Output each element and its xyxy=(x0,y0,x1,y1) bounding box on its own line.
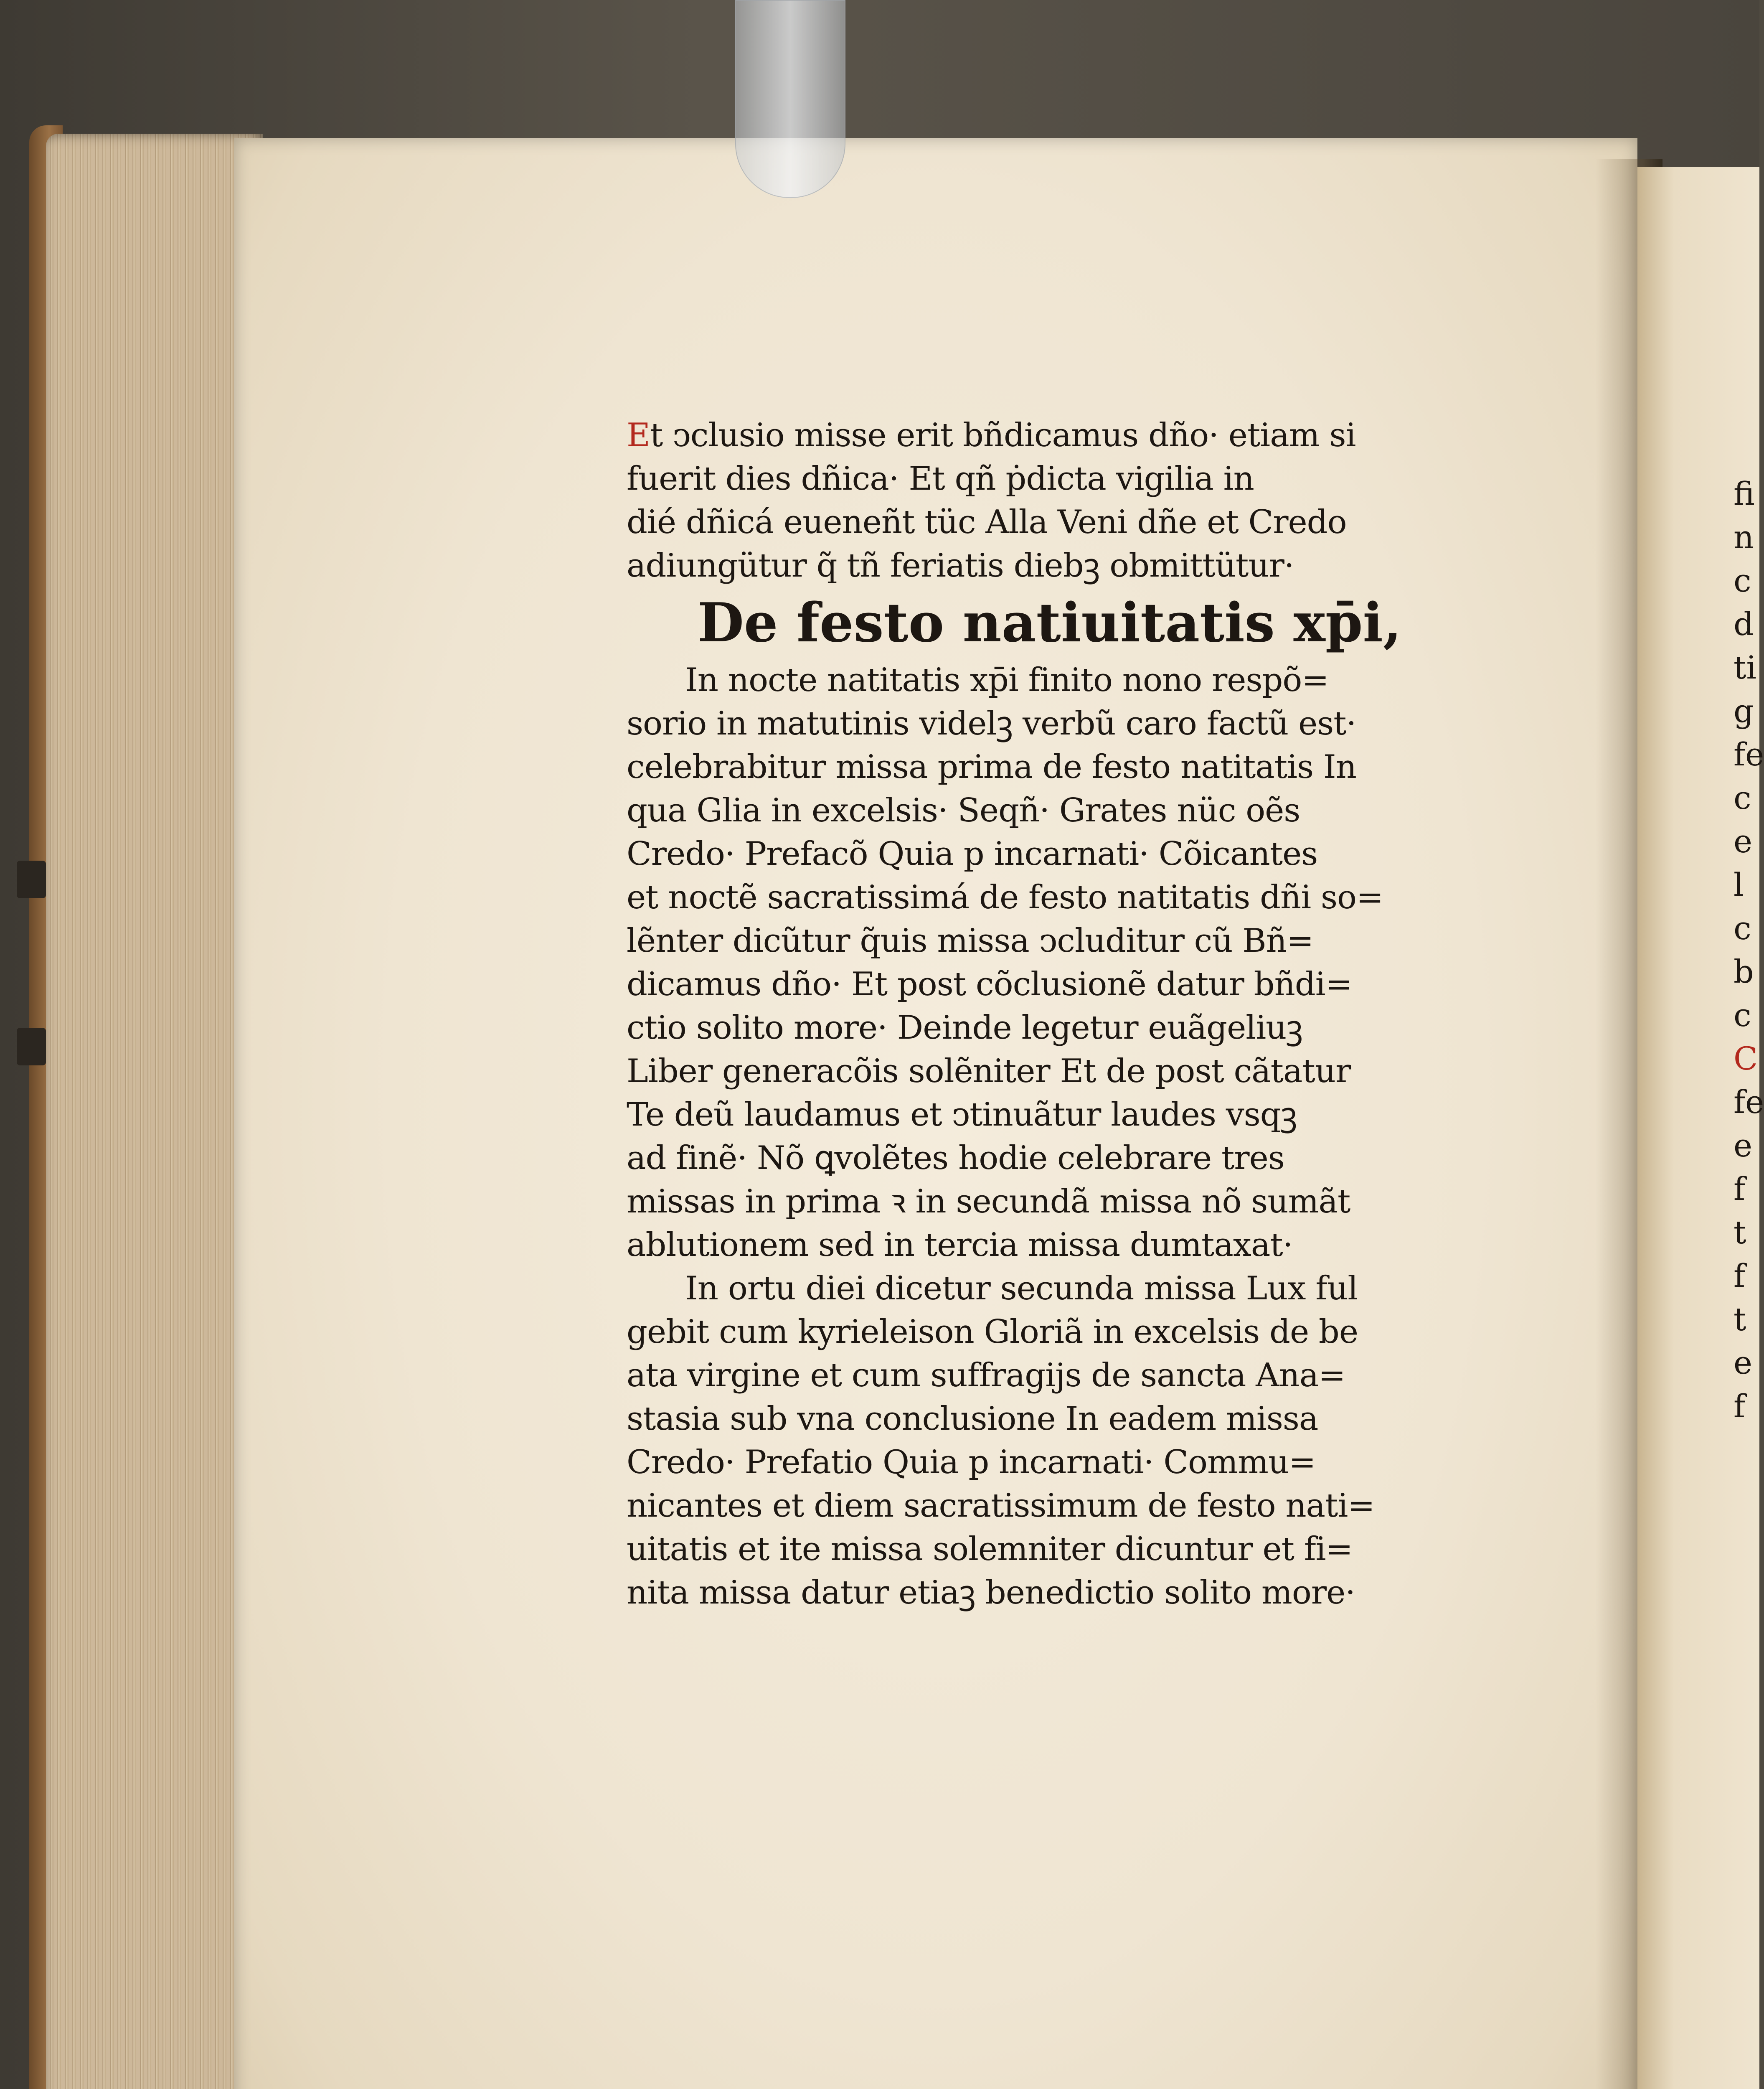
text-line: stasia sub vna conclusione In eadem missa xyxy=(627,1400,1318,1438)
right-page-fragment: t xyxy=(1734,1214,1746,1251)
right-page-fragment: b xyxy=(1734,953,1754,990)
text-line: missas in prima ꝛ in secundã missa nõ sumãt xyxy=(627,1183,1350,1220)
right-page-fragment: f xyxy=(1734,1257,1746,1294)
page-edges xyxy=(46,134,263,2089)
text-line: nita missa datur etiaꝫ benedictio solito more· xyxy=(627,1574,1355,1611)
text-line: In ortu diei dicetur secunda missa Lux ful xyxy=(685,1270,1358,1307)
right-page-fragment: c xyxy=(1734,996,1751,1034)
text-line: qua Glia in excelsis· Seqñ· Grates nüc oẽs xyxy=(627,792,1300,829)
right-page-fragment: e xyxy=(1734,823,1752,860)
text-line: ablutionem sed in tercia missa dumtaxat· xyxy=(627,1226,1293,1264)
text-line: In nocte natitatis xp̄i finito nono respõ= xyxy=(685,661,1329,699)
right-page-fragment: C xyxy=(1734,1040,1758,1077)
text-line: nicantes et diem sacratissimum de festo nati= xyxy=(627,1487,1375,1525)
text-line: Te deũ laudamus et ↄtinuãtur laudes vsqꝫ xyxy=(627,1096,1297,1133)
text-line: et noctẽ sacratissimá de festo natitatis dñi so= xyxy=(627,879,1383,916)
text-line: gebit cum kyrieleison Gloriã in excelsis de be xyxy=(627,1313,1358,1351)
text-line: uitatis et ite missa solemniter dicuntur et fi= xyxy=(627,1530,1353,1568)
text-line xyxy=(627,414,1454,457)
text-line: adiungütur q̃ tñ feriatis diebꝫ obmittütur· xyxy=(627,547,1294,585)
right-page-fragment: e xyxy=(1734,1344,1752,1381)
right-page-fragment: d xyxy=(1734,605,1754,643)
right-page-fragment: n xyxy=(1734,518,1754,556)
book-clasp-top xyxy=(17,861,46,898)
right-page-text-fragments xyxy=(1734,472,1764,1428)
right-page-fragment: e xyxy=(1734,1127,1752,1164)
text-line: ad finẽ· Nõ ꝗvolẽtes hodie celebrare tres xyxy=(627,1139,1284,1177)
text-line: fuerit dies dñica· Et qñ ṗdicta vigilia in xyxy=(627,460,1254,498)
text-line: ctio solito more· Deinde legetur euãgeliuꝫ xyxy=(627,1009,1303,1047)
text-line: sorio in matutinis videlꝫ verbũ caro factũ est· xyxy=(627,705,1356,742)
text-line: Credo· Prefacõ Quia p incarnati· Cõicantes xyxy=(627,835,1318,873)
right-page-fragment: f xyxy=(1734,1170,1746,1207)
book-clasp-bottom xyxy=(17,1028,46,1065)
text-line: dié dñicá eueneñt tüc Alla Veni dñe et Credo xyxy=(627,503,1347,541)
section-heading: De festo natiuitatis xp̄i, xyxy=(698,592,1402,654)
right-page-fragment: g xyxy=(1734,692,1754,729)
text-block xyxy=(627,414,1454,1614)
text-line: Liber generacõis solẽniter Et de post cãtatur xyxy=(627,1052,1351,1090)
rubric-initial: E xyxy=(627,417,650,454)
right-page-fragment: c xyxy=(1734,562,1751,599)
text-line: celebrabitur missa prima de festo natitatis In xyxy=(627,748,1356,786)
text-line: lẽnter dicũtur q̃uis missa ↄcluditur cũ Bñ= xyxy=(627,922,1314,960)
text-line: ata virgine et cum suffragijs de sancta Ana= xyxy=(627,1357,1345,1394)
right-page-fragment: ti xyxy=(1734,649,1756,686)
glass-clamp-top xyxy=(735,0,845,198)
right-page-fragment: t xyxy=(1734,1301,1746,1338)
right-page-fragment: fe xyxy=(1734,736,1764,773)
right-page-fragment: l xyxy=(1734,866,1744,903)
right-page-fragment: c xyxy=(1734,779,1751,816)
right-page-fragment: fe xyxy=(1734,1083,1764,1121)
text-line: dicamus dño· Et post cõclusionẽ datur bñdi= xyxy=(627,966,1353,1003)
text-line-content: t ↄclusio misse erit bñdicamus dño· etiam si xyxy=(650,417,1356,454)
right-page-fragment: fi xyxy=(1734,475,1755,512)
right-page-fragment: f xyxy=(1734,1388,1746,1425)
text-line: Credo· Prefatio Quia p incarnati· Commu= xyxy=(627,1443,1316,1481)
right-page-fragment: c xyxy=(1734,910,1751,947)
